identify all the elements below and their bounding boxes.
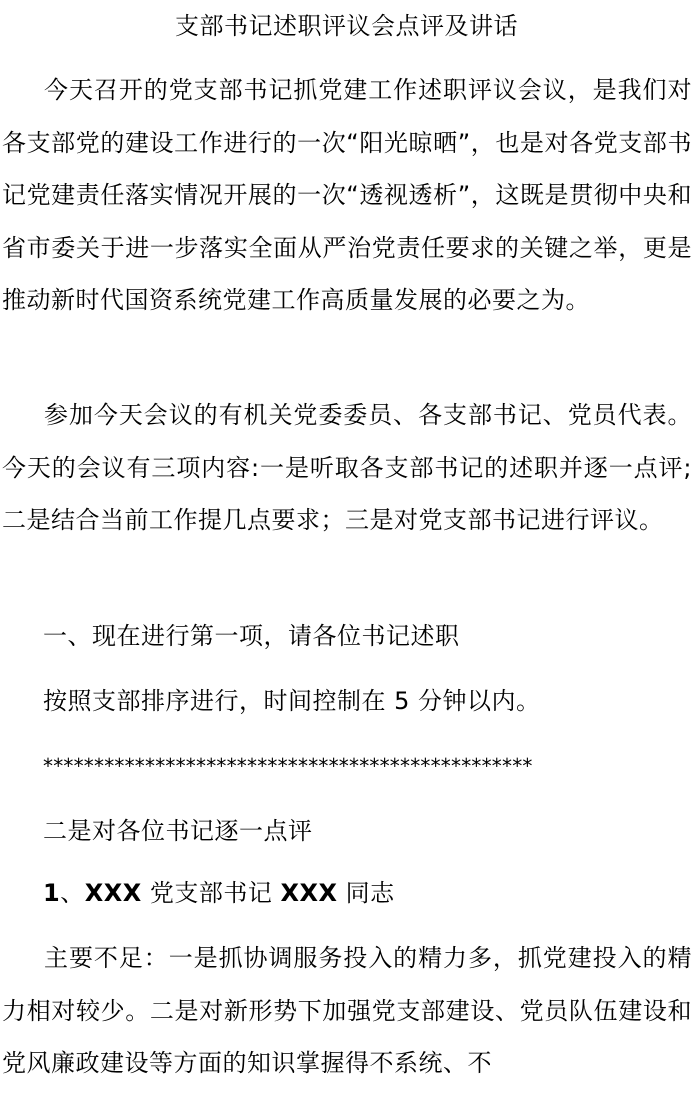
name-placeholder: XXX — [280, 879, 338, 907]
section-two-heading: 二是对各位书记逐一点评 — [43, 817, 313, 845]
item-mid-text: 党支部书记 — [141, 879, 281, 907]
shortcomings-paragraph: 主要不足：一是抓协调服务投入的精力多，抓党建投入的精力相对较少。二是对新形势下加强党支部建设、党员队伍建设和党风廉政建设等方面的知识掌握得不系统、不 — [2, 944, 692, 1077]
item-heading — [43, 877, 395, 909]
opening-paragraph: 今天召开的党支部书记抓党建工作述职评议会议，是我们对各支部党的建设工作进行的一次“阳光晾晒”，也是对各党支部书记党建责任落实情况开展的一次“透视透析”，这既是贯彻中央和省市委关于进一步落实全面从严治党责任要求的关键之举，更是推动新时代国资系统党建工作高质量发展的必要之为。 — [2, 76, 692, 314]
branch-placeholder: XXX — [84, 879, 142, 907]
instruction-line: 按照支部排序进行，时间控制在 5 分钟以内。 — [43, 687, 541, 715]
agenda-paragraph: 参加今天会议的有机关党委委员、各支部书记、党员代表。今天的会议有三项内容:一是听取各支部书记的述职并逐一点评;二是结合当前工作提几点要求；三是对党支部书记进行评议。 — [2, 401, 692, 534]
item-number: 1 — [43, 879, 61, 907]
document-title: 支部书记述职评议会点评及讲话 — [175, 12, 518, 40]
section-one-heading: 一、现在进行第一项，请各位书记述职 — [43, 622, 460, 650]
separator-line: ************************************************ — [43, 754, 533, 778]
item-suffix: 同志 — [337, 879, 395, 907]
item-separator: 、 — [60, 879, 85, 907]
